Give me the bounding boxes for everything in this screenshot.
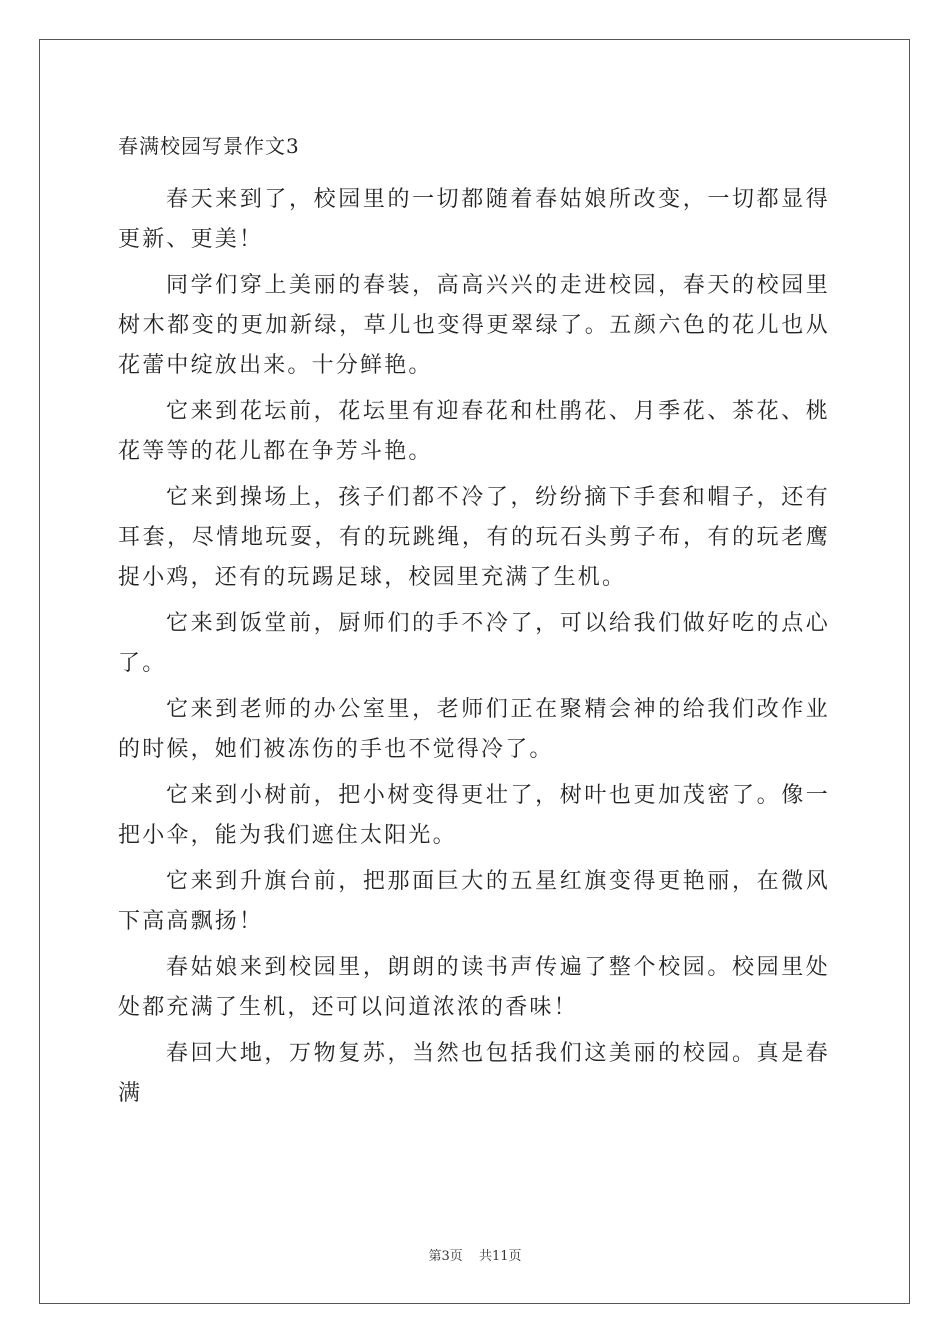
paragraph: 春姑娘来到校园里，朗朗的读书声传遍了整个校园。校园里处处都充满了生机，还可以问道浓浓的香味！ xyxy=(118,955,830,1020)
page-number: 第3页 xyxy=(428,1249,463,1264)
paragraph: 它来到操场上，孩子们都不冷了，纷纷摘下手套和帽子，还有耳套，尽情地玩耍，有的玩跳绳，有的玩石头剪子布，有的玩老鹰捉小鸡，还有的玩踢足球，校园里充满了生机。 xyxy=(118,485,830,590)
page-total: 共11页 xyxy=(478,1249,522,1264)
paragraph: 它来到饭堂前，厨师们的手不冷了，可以给我们做好吃的点心了。 xyxy=(118,611,830,676)
paragraph: 它来到花坛前，花坛里有迎春花和杜鹃花、月季花、茶花、桃花等等的花儿都在争芳斗艳。 xyxy=(118,399,830,464)
paragraph: 春回大地，万物复苏，当然也包括我们这美丽的校园。真是春满 xyxy=(118,1041,830,1106)
paragraph: 春天来到了，校园里的一切都随着春姑娘所改变，一切都显得更新、更美！ xyxy=(118,187,830,252)
document-body xyxy=(118,180,830,1120)
paragraph: 它来到老师的办公室里，老师们正在聚精会神的给我们改作业的时候，她们被冻伤的手也不觉得冷了。 xyxy=(118,697,830,762)
document-title: 春满校园写景作文3 xyxy=(118,134,300,158)
page-footer xyxy=(0,1248,950,1266)
paragraph: 它来到升旗台前，把那面巨大的五星红旗变得更艳丽，在微风下高高飘扬！ xyxy=(118,869,830,934)
paragraph: 它来到小树前，把小树变得更壮了，树叶也更加茂密了。像一把小伞，能为我们遮住太阳光。 xyxy=(118,783,830,848)
paragraph: 同学们穿上美丽的春装，高高兴兴的走进校园，春天的校园里树木都变的更加新绿，草儿也变得更翠绿了。五颜六色的花儿也从花蕾中绽放出来。十分鲜艳。 xyxy=(118,273,830,378)
